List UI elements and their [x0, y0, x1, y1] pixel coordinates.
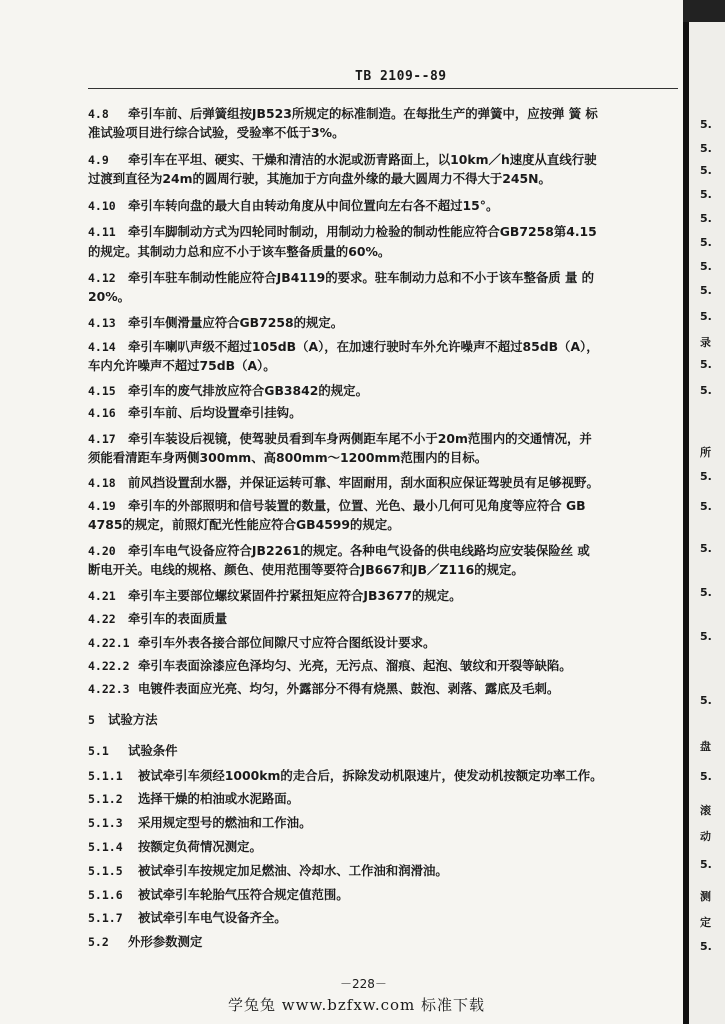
adjacent-page-mark: 5. [700, 694, 712, 707]
clause-text: 牵引车转向盘的最大自由转动角度从中间位置向左右各不超过15°。 [128, 198, 499, 213]
clause-number: 5.1 [88, 744, 109, 758]
clause-continuation-line: 车内允许噪声不超过75dB（A）。 [88, 358, 276, 373]
adjacent-page-mark: 5. [700, 310, 712, 323]
clause-line [88, 658, 572, 674]
adjacent-page-mark: 5. [700, 164, 712, 177]
adjacent-page-mark: 录 [700, 336, 711, 349]
adjacent-page-mark: 5. [700, 188, 712, 201]
clause-line [88, 791, 299, 807]
clause-line [88, 198, 498, 214]
clause-number: 5 [88, 713, 95, 727]
clause-text: 牵引车前、后均设置牵引挂钩。 [128, 405, 302, 420]
clause-text: 牵引车装设后视镜，使驾驶员看到车身两侧距车尾不小于20m范围内的交通情况，并 [128, 431, 592, 446]
clause-text: 采用规定型号的燃油和工作油。 [138, 815, 312, 830]
clause-number: 4.20 [88, 544, 116, 558]
clause-line [88, 224, 597, 240]
clause-line [88, 588, 462, 604]
adjacent-page-mark: 盘 [700, 740, 711, 753]
adjacent-page-mark: 5. [700, 470, 712, 483]
clause-number: 4.22.2 [88, 659, 130, 673]
adjacent-page-mark: 5. [700, 260, 712, 273]
clause-number: 4.22.3 [88, 682, 130, 696]
adjacent-page-mark: 5. [700, 284, 712, 297]
adjacent-page-mark: 5. [700, 212, 712, 225]
clause-text: 前风挡设置刮水器，并保证运转可靠、牢固耐用，刮水面积应保证驾驶员有足够视野。 [128, 475, 599, 490]
adjacent-page-mark: 5. [700, 118, 712, 131]
clause-number: 4.12 [88, 271, 116, 285]
clause-line [88, 498, 586, 514]
clause-text: 牵引车侧滑量应符合GB7258的规定。 [128, 315, 344, 330]
clause-text: 牵引车外表各接合部位间隙尺寸应符合图纸设计要求。 [138, 635, 436, 650]
clause-text: 被试牵引车须经1000km的走合后，拆除发动机限速片，使发动机按额定功率工作。 [138, 768, 603, 783]
clause-line [88, 887, 349, 903]
adjacent-page-mark: 动 [700, 830, 711, 843]
page-number: －228－ [340, 977, 387, 991]
clause-line [88, 863, 448, 879]
watermark-site: 学兔兔 www.bzfxw.com 标准下载 [228, 996, 486, 1014]
clause-line [88, 611, 227, 627]
adjacent-page-mark: 所 [700, 446, 711, 459]
clause-line [88, 339, 599, 355]
clause-continuation-line: 须能看清距车身两侧300mm、高800mm～1200mm范围内的目标。 [88, 450, 488, 465]
clause-text: 按额定负荷情况测定。 [138, 839, 262, 854]
clause-number: 4.22.1 [88, 636, 130, 650]
adjacent-page-mark: 测 [700, 890, 711, 903]
clause-number: 4.17 [88, 432, 116, 446]
clause-text: 试验条件 [128, 743, 178, 758]
clause-number: 5.1.5 [88, 864, 123, 878]
clause-line [88, 934, 202, 950]
adjacent-page-mark: 定 [700, 916, 711, 929]
clause-line [88, 405, 301, 421]
clause-text: 牵引车的废气排放应符合GB3842的规定。 [128, 383, 368, 398]
header-rule [88, 88, 678, 89]
clause-line [88, 152, 597, 168]
adjacent-page-mark: 5. [700, 586, 712, 599]
clause-text: 牵引车在平坦、硬实、干燥和清洁的水泥或沥青路面上，以10km／h速度从直线行驶 [128, 152, 597, 167]
clause-text: 试验方法 [108, 712, 158, 727]
clause-continuation-line: 过渡到直径为24m的圆周行驶，其施加于方向盘外缘的最大圆周力不得大于245N。 [88, 171, 551, 186]
clause-continuation-line: 4785的规定，前照灯配光性能应符合GB4599的规定。 [88, 517, 400, 532]
clause-number: 4.18 [88, 476, 116, 490]
adjacent-page-top-shadow [683, 0, 725, 22]
clause-continuation-line: 准试验项目进行综合试验，受验率不低于3%。 [88, 125, 345, 140]
clause-text: 牵引车喇叭声级不超过105dB（A），在加速行驶时车外允许噪声不超过85dB（A）， [128, 339, 599, 354]
clause-number: 4.9 [88, 153, 109, 167]
adjacent-page-mark: 5. [700, 500, 712, 513]
adjacent-page-mark: 5. [700, 542, 712, 555]
adjacent-page-mark: 5. [700, 142, 712, 155]
clause-number: 5.2 [88, 935, 109, 949]
clause-number: 4.22 [88, 612, 116, 626]
clause-line [88, 315, 343, 331]
clause-number: 4.19 [88, 499, 116, 513]
clause-line [88, 383, 368, 399]
clause-number: 5.1.4 [88, 840, 123, 854]
clause-line [88, 910, 287, 926]
adjacent-page-mark: 滚 [700, 804, 711, 817]
clause-text: 电镀件表面应光亮、均匀，外露部分不得有烧黑、鼓泡、剥落、露底及毛刺。 [138, 681, 560, 696]
adjacent-page-mark: 5. [700, 630, 712, 643]
clause-line [88, 106, 598, 122]
clause-number: 5.1.2 [88, 792, 123, 806]
clause-line [88, 431, 592, 447]
clause-line [88, 839, 262, 855]
clause-line [88, 768, 603, 784]
clause-text: 被试牵引车轮胎气压符合规定值范围。 [138, 887, 349, 902]
clause-text: 牵引车表面涂漆应色泽均匀、光亮，无污点、溜痕、起泡、皱纹和开裂等缺陷。 [138, 658, 572, 673]
clause-text: 牵引车前、后弹簧组按JB523所规定的标准制造。在每批生产的弹簧中，应按弹 簧 标 [128, 106, 598, 121]
clause-number: 5.1.6 [88, 888, 123, 902]
clause-line [88, 743, 178, 759]
clause-line [88, 681, 559, 697]
clause-number: 4.11 [88, 225, 116, 239]
clause-text: 牵引车电气设备应符合JB2261的规定。各种电气设备的供电线路均应安装保险丝 或 [128, 543, 590, 558]
clause-number: 4.13 [88, 316, 116, 330]
clause-text: 牵引车脚制动方式为四轮同时制动，用制动力检验的制动性能应符合GB7258第4.15 [128, 224, 597, 239]
clause-number: 5.1.7 [88, 911, 123, 925]
page-header: TB 2109--89 [355, 69, 447, 84]
clause-number: 4.8 [88, 107, 109, 121]
clause-number: 4.21 [88, 589, 116, 603]
clause-text: 被试牵引车按规定加足燃油、冷却水、工作油和润滑油。 [138, 863, 448, 878]
adjacent-page-mark: 5. [700, 770, 712, 783]
clause-continuation-line: 20%。 [88, 289, 131, 304]
clause-line [88, 270, 594, 286]
adjacent-page-mark: 5. [700, 858, 712, 871]
clause-text: 选择干燥的柏油或水泥路面。 [138, 791, 300, 806]
clause-number: 4.15 [88, 384, 116, 398]
adjacent-page-mark: 5. [700, 384, 712, 397]
adjacent-page-mark: 5. [700, 236, 712, 249]
clause-line [88, 543, 590, 559]
clause-number: 4.14 [88, 340, 116, 354]
clause-text: 牵引车的表面质量 [128, 611, 228, 626]
clause-text: 牵引车主要部位螺纹紧固件拧紧扭矩应符合JB3677的规定。 [128, 588, 462, 603]
clause-number: 5.1.1 [88, 769, 123, 783]
clause-line [88, 712, 158, 728]
clause-text: 牵引车驻车制动性能应符合JB4119的要求。驻车制动力总和不小于该车整备质 量 的 [128, 270, 595, 285]
clause-text: 牵引车的外部照明和信号装置的数量，位置、光色、最小几何可见角度等应符合 GB [128, 498, 586, 513]
clause-line [88, 815, 311, 831]
clause-number: 5.1.3 [88, 816, 123, 830]
clause-line [88, 475, 599, 491]
clause-continuation-line: 的规定。其制动力总和应不小于该车整备质量的60%。 [88, 244, 391, 259]
adjacent-page-mark: 5. [700, 940, 712, 953]
clause-number: 4.16 [88, 406, 116, 420]
clause-number: 4.10 [88, 199, 116, 213]
adjacent-page-mark: 5. [700, 358, 712, 371]
clause-line [88, 635, 435, 651]
clause-text: 被试牵引车电气设备齐全。 [138, 910, 287, 925]
clause-continuation-line: 断电开关。电线的规格、颜色、使用范围等要符合JB667和JB／Z116的规定。 [88, 562, 524, 577]
clause-text: 外形参数测定 [128, 934, 203, 949]
